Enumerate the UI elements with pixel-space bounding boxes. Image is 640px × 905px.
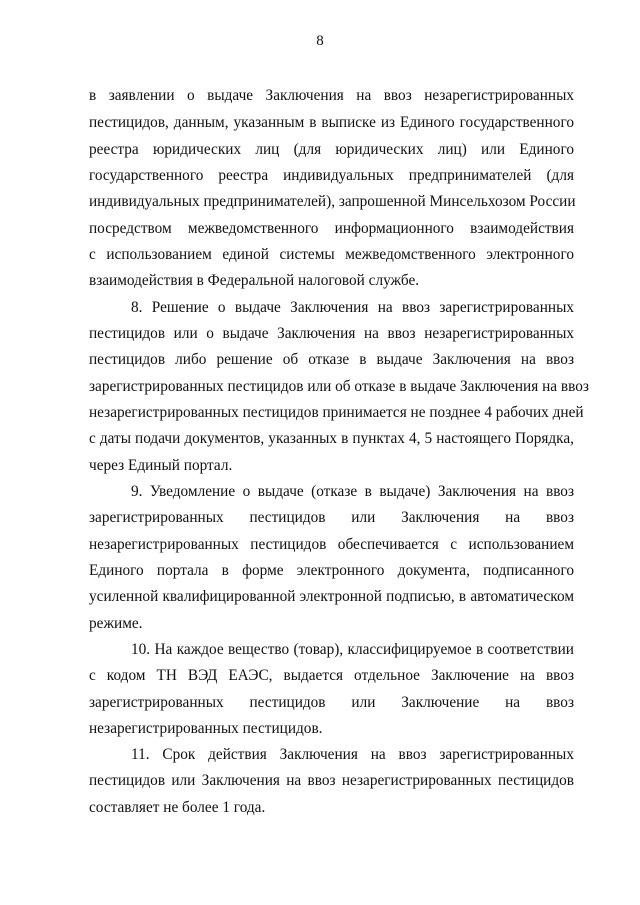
text-line: реестра юридических лиц (для юридических лиц) или Единого: [89, 141, 574, 158]
paragraph-10-start: 10. На каждое вещество (товар), классифицируемое в соответствии: [131, 641, 574, 658]
text-line: индивидуальных предпринимателей), запрошенной Минсельхозом России: [89, 193, 576, 210]
text-line: посредством межведомственного информационного взаимодействия: [89, 220, 574, 237]
page-number: 8: [316, 33, 324, 49]
text-line: зарегистрированных пестицидов или об отказе в выдаче Заключения на ввоз: [89, 378, 589, 395]
text-line: незарегистрированных пестицидов.: [89, 720, 323, 737]
text-line: незарегистрированных пестицидов обеспечивается с использованием: [89, 536, 574, 553]
text-line: режиме.: [89, 615, 143, 632]
paragraph-8-start: 8. Решение о выдаче Заключения на ввоз зарегистрированных: [131, 299, 574, 316]
paragraph-11-start: 11. Срок действия Заключения на ввоз зарегистрированных: [131, 746, 574, 763]
text-line: с использованием единой системы межведомственного электронного: [89, 246, 574, 263]
text-line: пестицидов либо решение об отказе в выдаче Заключения на ввоз: [89, 351, 574, 368]
text-line: составляет не более 1 года.: [89, 799, 266, 816]
text-line: зарегистрированных пестицидов или Заключение на ввоз: [89, 694, 574, 711]
text-line: с даты подачи документов, указанных в пунктах 4, 5 настоящего Порядка,: [89, 430, 574, 447]
text-line: с кодом ТН ВЭД ЕАЭС, выдается отдельное Заключение на ввоз: [89, 667, 574, 684]
text-line: незарегистрированных пестицидов принимается не позднее 4 рабочих дней: [89, 404, 584, 421]
text-line: пестицидов или о выдаче Заключения на ввоз незарегистрированных: [89, 325, 574, 342]
text-line: взаимодействия в Федеральной налоговой службе.: [89, 272, 420, 289]
text-line: Единого портала в форме электронного документа, подписанного: [89, 562, 574, 579]
text-line: государственного реестра индивидуальных предпринимателей (для: [89, 167, 574, 184]
text-line: пестицидов или Заключения на ввоз незарегистрированных пестицидов: [89, 772, 574, 789]
paragraph-9-start: 9. Уведомление о выдаче (отказе в выдаче) Заключения на ввоз: [131, 483, 574, 500]
text-line: усиленной квалифицированной электронной подписью, в автоматическом: [89, 588, 574, 605]
text-line: в заявлении о выдаче Заключения на ввоз незарегистрированных: [89, 87, 574, 104]
text-line: зарегистрированных пестицидов или Заключения на ввоз: [89, 509, 574, 526]
text-line: через Единый портал.: [89, 457, 233, 474]
text-line: пестицидов, данным, указанным в выписке из Единого государственного: [89, 114, 574, 131]
